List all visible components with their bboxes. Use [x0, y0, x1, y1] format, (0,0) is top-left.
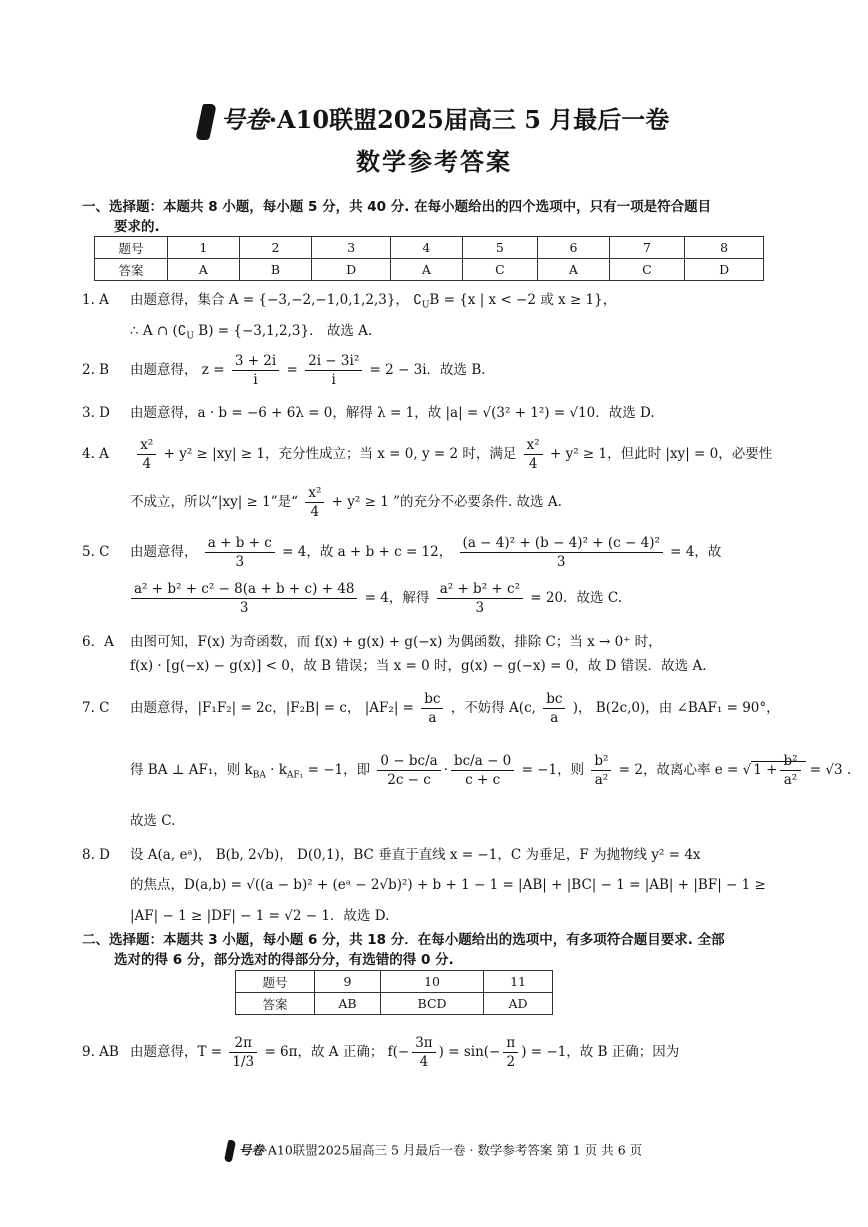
frac-den: a: [428, 710, 437, 726]
q1-text-d: B) = {−3,1,2,3}． 故选 A.: [193, 323, 373, 339]
table-cell: D: [312, 259, 391, 281]
frac-den: 2: [506, 1054, 516, 1070]
table-row-label: 答案: [236, 993, 315, 1015]
q7-sub-ba: BA: [252, 770, 266, 781]
q2-text-a: 由题意得， z =: [130, 362, 225, 378]
frac-den: 1/3: [232, 1054, 255, 1070]
q5-line1: [82, 534, 721, 571]
q1-label: 1. A: [82, 292, 109, 308]
q2-fraction-2: [305, 352, 362, 389]
section2-heading-line2: 选对的得 6 分，部分选对的得部分分，有选错的得 0 分.: [114, 952, 454, 968]
q5-text-c: = 4，故: [670, 544, 722, 560]
q3-line: [82, 402, 655, 424]
q1-text-c: ∴ A ∩ (∁: [130, 323, 187, 339]
section1-answer-table: [94, 236, 764, 281]
frac-num: a² + b² + c² − 8(a + b + c) + 48: [131, 580, 357, 599]
q4-line2: [130, 484, 562, 521]
q1-text-b: B = {x | x < −2 或 x ≥ 1}，: [429, 292, 617, 308]
table-cell: 5: [462, 237, 538, 259]
q3-text: 由题意得，a · b = −6 + 6λ = 0，解得 λ = 1，故 |a| = √(3² + 1²) = √10．故选 D.: [130, 405, 655, 421]
table-row-answers: [236, 993, 553, 1015]
frac-den: 3: [475, 600, 485, 616]
frac-den: 3: [235, 554, 245, 570]
q5-text-d: = 4，解得: [364, 590, 430, 606]
q5-line2: [128, 580, 622, 617]
q6-text-b: f(x) · [g(−x) − g(x)] < 0，故 B 错误；当 x = 0 时，g(x) − g(−x) = 0，故 D 错误．故选 A.: [130, 658, 707, 674]
table-cell: 1: [168, 237, 240, 259]
frac-num: 3 + 2i: [232, 352, 279, 371]
frac-den: 4: [419, 1054, 429, 1070]
q9-line: [82, 1034, 679, 1071]
table-cell: 3: [312, 237, 391, 259]
table-cell: D: [685, 259, 764, 281]
q2-line: [82, 352, 486, 389]
q6-text-a: 由图可知，F(x) 为奇函数，而 f(x) + g(x) + g(−x) 为偶函数，排除 C；当 x → 0⁺ 时，: [130, 634, 662, 650]
frac-num: b²: [780, 752, 800, 771]
frac-den: c + c: [465, 772, 501, 788]
table-cell: 8: [685, 237, 764, 259]
q7-sqrt-text: 1 +: [753, 762, 778, 778]
frac-den: 4: [142, 456, 152, 472]
q7-line3: [130, 810, 175, 832]
table-cell: BCD: [381, 993, 484, 1015]
q7-text-h: = 2，故离心率 e =: [618, 762, 739, 778]
footer-logo-icon: [224, 1140, 237, 1162]
q8-text-b: 的焦点，D(a,b) = √((a − b)² + (eᵃ − 2√b)²) + b + 1 − 1 = |AB| + |BC| − 1 = |AB| + |BF| − 1 ≥: [130, 877, 766, 893]
frac-num: bc: [421, 690, 443, 709]
q9-text-c: ) = sin(−: [438, 1044, 501, 1060]
q1-line2: [130, 320, 372, 348]
table-row-answers: [95, 259, 764, 281]
q4-text-d: + y² ≥ 1 ”的充分不必要条件. 故选 A.: [331, 494, 562, 510]
q7-line1: [82, 690, 780, 727]
table-row-label: 答案: [95, 259, 168, 281]
table-cell: 10: [381, 971, 484, 993]
section2-heading-line1: 二、选择题：本题共 3 小题，每小题 6 分，共 18 分．在每小题给出的选项中，有多项符合题目要求. 全部: [82, 932, 725, 948]
table-cell: 4: [391, 237, 463, 259]
q5-text-e: = 20．故选 C.: [530, 590, 622, 606]
q7-sqrt-body: [751, 753, 805, 788]
q1-line1: [82, 289, 616, 317]
q7-text-f: = −1，即: [303, 762, 371, 778]
frac-num: 2i − 3i²: [305, 352, 362, 371]
table-row-numbers: [95, 237, 764, 259]
table-row-numbers: [236, 971, 553, 993]
q5-fraction-1: [205, 534, 275, 571]
q4-text-c: 不成立，所以“|xy| ≥ 1”是“: [130, 494, 299, 510]
frac-num: 0 − bc/a: [377, 752, 440, 771]
q3-label: 3. D: [82, 405, 110, 421]
q7-label: 7. C: [82, 700, 110, 716]
frac-den: i: [331, 372, 336, 388]
q4-fraction-1: [137, 436, 156, 473]
frac-den: i: [253, 372, 258, 388]
q5-text-a: 由题意得，: [130, 544, 198, 560]
q1-text-a: 由题意得，集合 A = {−3,−2,−1,0,1,2,3}， ∁: [130, 292, 422, 308]
table-cell: A: [168, 259, 240, 281]
q7-line2: 得 BA ⊥ AF₁，则 $k_{BA} \cdot k_{AF_1} = -1$，即 $\frac{0 - bc/a}{2c - c}$ · $\frac{bc/a - 0}{c + c}$ = −1，则 $\frac{\text{b²}}{\text{a²}}$ = 2，故离心率 e = √ 1 + $\frac{\text{b²}}{\text{a²}}$ = √3 .: [130, 753, 852, 788]
document-subtitle: 数学参考答案: [356, 147, 512, 176]
q7-text-d: 得 BA ⊥ AF₁，则 k: [130, 762, 253, 778]
q9-text-a: 由题意得，T =: [130, 1044, 223, 1060]
q6-label: 6．A: [82, 634, 114, 650]
footer-text: ·A10联盟2025届高三 5 月最后一卷 · 数学参考答案 第 1 页 共 6 页: [263, 1142, 643, 1158]
table-cell: 6: [538, 237, 610, 259]
brand-logo-icon: [195, 104, 217, 140]
q8-line1: [82, 844, 701, 866]
frac-num: x²: [524, 436, 543, 455]
q1-sub-u2: U: [186, 331, 194, 342]
q7-fraction-5: [591, 752, 611, 789]
frac-den: a: [550, 710, 559, 726]
q9-text-b: = 6π，故 A 正确； f(−: [264, 1044, 410, 1060]
frac-num: b²: [591, 752, 611, 771]
frac-num: a + b + c: [205, 534, 275, 553]
q2-label: 2. B: [82, 362, 110, 378]
q8-text-c: |AF| − 1 ≥ |DF| − 1 = √2 − 1．故选 D.: [130, 908, 390, 924]
q9-text-d: ) = −1，故 B 正确；因为: [521, 1044, 680, 1060]
title-text: ·A10联盟2025届高三 5 月最后一卷: [268, 105, 670, 134]
section1-heading-line1: 一、选择题：本题共 8 小题，每小题 5 分，共 40 分. 在每小题给出的四个选项中，只有一项是符合题目: [82, 199, 712, 215]
q2-fraction-1: [232, 352, 279, 389]
q7-text-j: 故选 C.: [130, 813, 176, 829]
q1-sub-u: U: [421, 300, 430, 311]
q5-fraction-3: [131, 580, 357, 617]
q9-fraction-1: [229, 1034, 257, 1071]
frac-num: 3π: [412, 1034, 435, 1053]
table-cell: A: [391, 259, 463, 281]
frac-den: 2c − c: [387, 772, 431, 788]
frac-num: x²: [137, 436, 156, 455]
document-title: [0, 100, 868, 140]
q4-text-a: + y² ≥ |xy| ≥ 1，充分性成立；当 x = 0, y = 2 时，满足: [163, 446, 517, 462]
q4-label: 4. A: [82, 446, 109, 462]
frac-den: 3: [239, 600, 249, 616]
q4-text-b: + y² ≥ 1，但此时 |xy| = 0，必要性: [549, 446, 773, 462]
frac-den: 4: [310, 504, 320, 520]
table-cell: 2: [239, 237, 312, 259]
table-cell: 7: [609, 237, 685, 259]
q5-fraction-2: [460, 534, 663, 571]
table-row-label: 题号: [95, 237, 168, 259]
table-cell: AD: [484, 993, 553, 1015]
q4-fraction-2: [524, 436, 543, 473]
q5-fraction-4: [437, 580, 523, 617]
table-cell: A: [538, 259, 610, 281]
q9-fraction-3: [503, 1034, 518, 1071]
q8-text-a: 设 A(a, eᵃ)， B(b, 2√b)， D(0,1)，BC 垂直于直线 x = −1，C 为垂足，F 为抛物线 y² = 4x: [130, 847, 701, 863]
frac-den: a²: [783, 772, 798, 788]
q7-text-b: ，不妨得 A(c,: [450, 700, 536, 716]
q9-fraction-2: [412, 1034, 435, 1071]
q2-text-b: = 2 − 3i．故选 B.: [369, 362, 486, 378]
q7-text-i: = √3 .: [809, 762, 852, 778]
frac-num: π: [503, 1034, 518, 1053]
q7-text-a: 由题意得，|F₁F₂| = 2c，|F₂B| = c， |AF₂| =: [130, 700, 414, 716]
table-cell: B: [239, 259, 312, 281]
q4-line1: [82, 436, 772, 473]
table-cell: AB: [315, 993, 381, 1015]
q8-label: 8. D: [82, 847, 110, 863]
q6-line2: [130, 655, 707, 677]
section1-heading-line2: 要求的.: [114, 219, 160, 235]
table-row-label: 题号: [236, 971, 315, 993]
frac-num: a² + b² + c²: [437, 580, 523, 599]
q8-line2: [130, 874, 766, 896]
section2-answer-table: [235, 970, 553, 1015]
frac-num: bc/a − 0: [451, 752, 514, 771]
q7-fraction-bc: [421, 690, 443, 727]
q7-text-c: )， B(2c,0)，由 ∠BAF₁ = 90°，: [572, 700, 780, 716]
q7-sub-af1: AF₁: [286, 770, 304, 781]
q7-text-e: · k: [265, 762, 287, 778]
frac-num: bc: [543, 690, 565, 709]
q2-eq: =: [286, 362, 298, 378]
frac-num: (a − 4)² + (b − 4)² + (c − 4)²: [460, 534, 663, 553]
table-cell: C: [462, 259, 538, 281]
q7-fraction-3: [377, 752, 440, 789]
frac-den: 4: [528, 456, 538, 472]
page-footer: [0, 1140, 868, 1162]
q8-line3: [130, 905, 389, 927]
footer-logo-text: 号卷: [238, 1142, 264, 1158]
table-cell: 11: [484, 971, 553, 993]
q9-label: 9. AB: [82, 1044, 119, 1060]
q4-fraction-3: [305, 484, 324, 521]
q7-text-g: = −1，则: [521, 762, 585, 778]
table-cell: C: [609, 259, 685, 281]
table-cell: 9: [315, 971, 381, 993]
q6-line1: [82, 631, 662, 653]
frac-num: 2π: [229, 1034, 257, 1053]
brand-logo-text: 号卷: [220, 105, 269, 134]
q5-label: 5. C: [82, 544, 110, 560]
frac-den: 3: [556, 554, 566, 570]
q7-fraction-bc-2: [543, 690, 565, 727]
frac-num: x²: [305, 484, 324, 503]
q7-fraction-6: [780, 752, 800, 789]
q7-sqrt-icon: √: [742, 762, 752, 778]
q7-fraction-4: [451, 752, 514, 789]
frac-den: a²: [594, 772, 609, 788]
q5-text-b: = 4，故 a + b + c = 12，: [282, 544, 453, 560]
